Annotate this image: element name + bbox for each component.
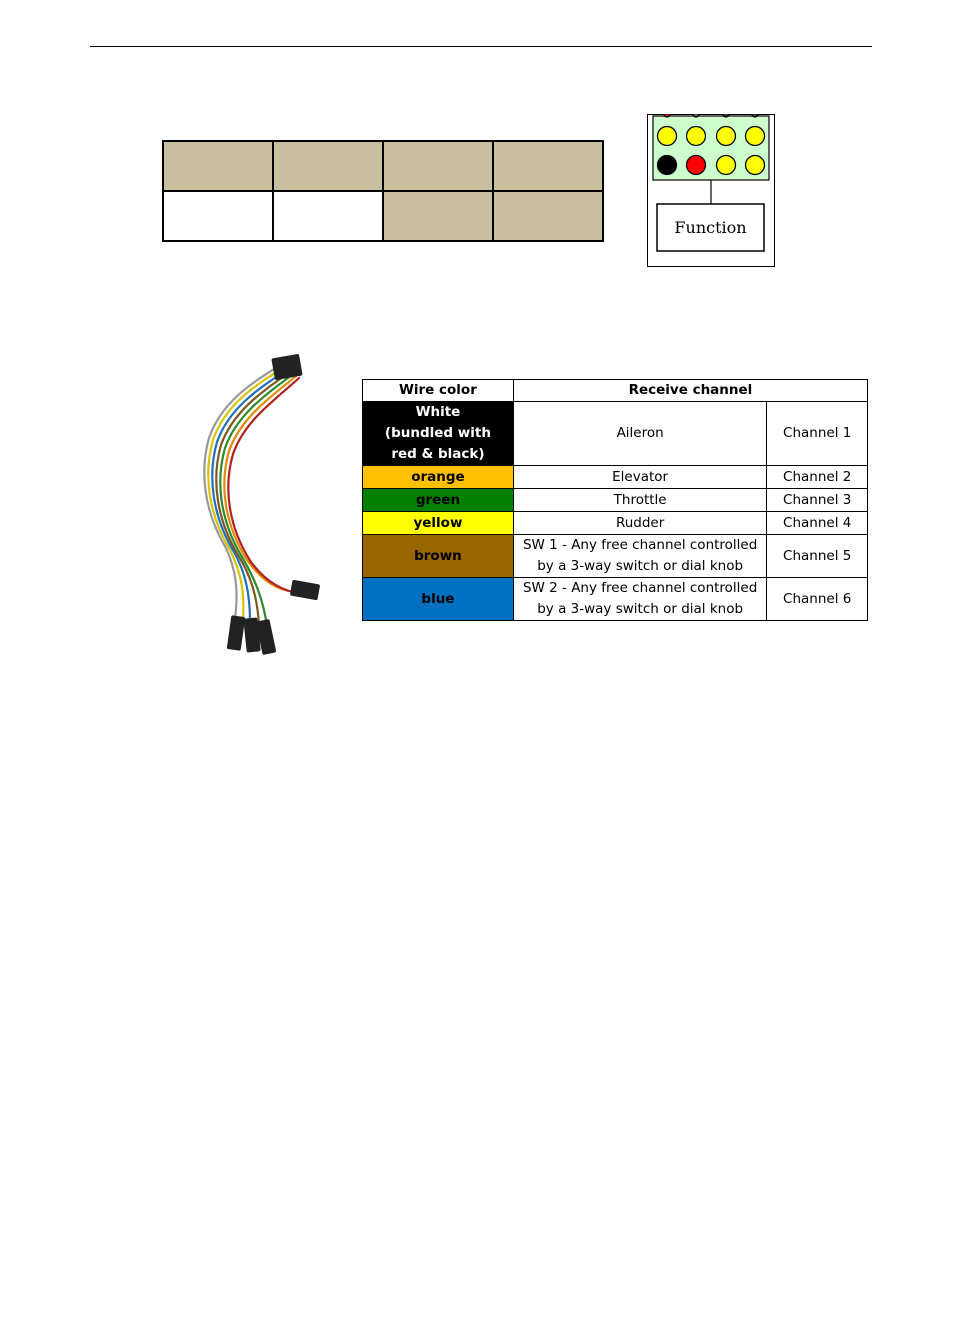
table-row xyxy=(363,578,868,621)
channel-cell: Channel 5 xyxy=(767,535,868,578)
wire-color-label: (bundled with xyxy=(384,425,491,441)
wire-color-cell xyxy=(363,466,514,489)
wire-color-cell xyxy=(363,402,514,466)
cable-harness-photo xyxy=(195,350,340,660)
wire-color-label: red & black) xyxy=(391,446,485,462)
swatch-cell xyxy=(383,191,493,241)
pin-yellow xyxy=(717,156,736,175)
wire-color-cell xyxy=(363,578,514,621)
pin-yellow xyxy=(658,127,677,146)
channel-cell: Channel 3 xyxy=(767,489,868,512)
wire-color-cell xyxy=(363,489,514,512)
pin-black xyxy=(658,156,677,175)
pin-yellow xyxy=(717,127,736,146)
channel-cell: Channel 6 xyxy=(767,578,868,621)
swatch-cell xyxy=(163,141,273,191)
pin-red xyxy=(687,156,706,175)
wire-color-cell xyxy=(363,535,514,578)
function-cell xyxy=(513,489,766,512)
wire-color-label: White xyxy=(415,404,461,420)
table-row xyxy=(363,535,868,578)
table-row xyxy=(363,402,868,466)
channel-cell: Channel 1 xyxy=(767,402,868,466)
table-row xyxy=(363,489,868,512)
function-label: by a 3-way switch or dial knob xyxy=(537,601,744,617)
swatch-cell xyxy=(273,141,383,191)
pin-yellow xyxy=(687,127,706,146)
function-label: Aileron xyxy=(616,425,664,441)
swatch-cell xyxy=(493,191,603,241)
header-wire-color: Wire color xyxy=(363,380,514,402)
channel-cell: Channel 2 xyxy=(767,466,868,489)
function-label: Function xyxy=(674,218,747,237)
swatch-cell xyxy=(493,141,603,191)
table-header-row xyxy=(363,380,868,402)
table-row xyxy=(363,466,868,489)
swatch-cell xyxy=(163,191,273,241)
color-swatch-grid xyxy=(162,140,604,242)
function-cell xyxy=(513,402,766,466)
pin-yellow xyxy=(746,127,765,146)
header-rule xyxy=(90,46,872,47)
wire-color-label: orange xyxy=(411,469,465,485)
wire-color-label: yellow xyxy=(413,515,463,531)
function-label: Rudder xyxy=(615,515,665,531)
function-label: Elevator xyxy=(612,469,669,485)
function-cell xyxy=(513,578,766,621)
channel-cell: Channel 4 xyxy=(767,512,868,535)
swatch-cell xyxy=(273,191,383,241)
wire-color-table xyxy=(362,379,868,621)
function-label: SW 1 - Any free channel controlled xyxy=(522,537,758,553)
function-label: Throttle xyxy=(613,492,667,508)
swatch-cell xyxy=(383,141,493,191)
function-cell xyxy=(513,535,766,578)
function-label: SW 2 - Any free channel controlled xyxy=(522,580,758,596)
pin-yellow xyxy=(746,156,765,175)
wire-color-cell xyxy=(363,512,514,535)
wire-color-label: green xyxy=(415,492,461,508)
table-row xyxy=(363,512,868,535)
header-receive-channel: Receive channel xyxy=(513,380,867,402)
function-cell xyxy=(513,512,766,535)
function-cell xyxy=(513,466,766,489)
pin-function-diagram xyxy=(647,114,775,267)
wire-color-label: blue xyxy=(421,590,455,607)
wire-color-label: brown xyxy=(414,547,462,564)
function-label: by a 3-way switch or dial knob xyxy=(537,558,744,574)
